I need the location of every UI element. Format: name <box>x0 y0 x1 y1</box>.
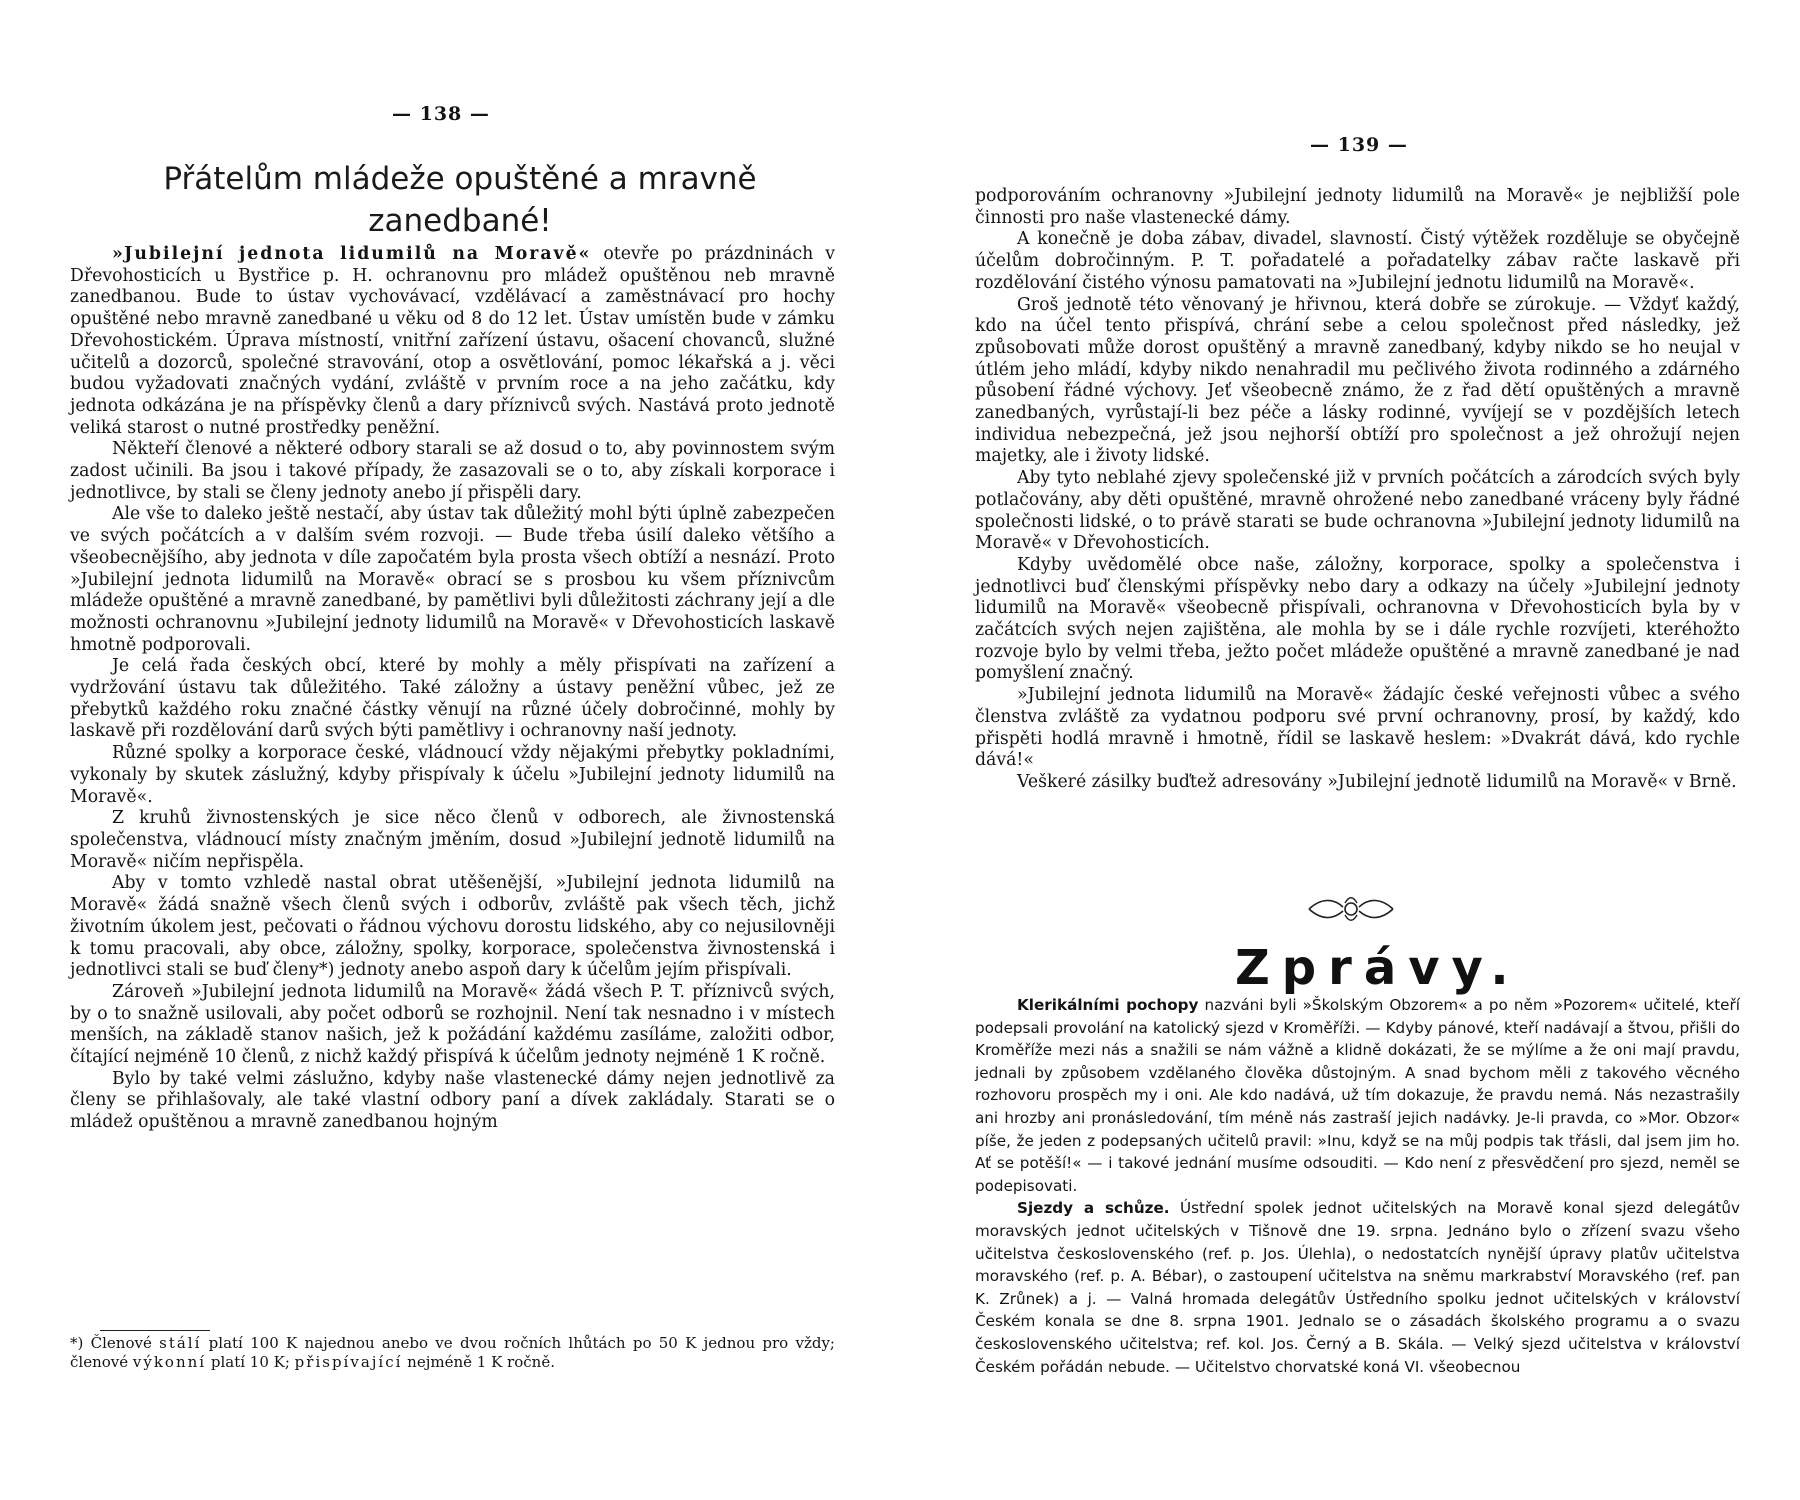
right-page <box>900 0 1800 1500</box>
paragraph: Zároveň »Jubilejní jednota lidumilů na Moravě« žádá všech P. T. příznivců svých, by o to snažně usilovali, aby počet odborů se rozhojnil. Není tak nesnadno i v místech menších, na základě stanov našich, jež k požádání každému zasíláme, založiti odbor, čítající nejméně 10 členů, z nichž každý přispívá k účelům jednoty nejméně 1 K ročně. <box>70 981 835 1068</box>
section-heading: Zprávy. <box>1235 940 1521 996</box>
paragraph: Aby v tomto vzhledě nastal obrat utěšenější, »Jubilejní jednota lidumilů na Moravě« žádá snažně všech členů svých i odborův, zvláště pak všech těch, jichž životním úkolem jest, pečovati o řádnou výchovu dorostu lidského, aby co nejusilovněji k tomu pracovali, aby obce, záložny, spolky, korporace, společenstva živnostenská i jednotlivci stali se buď členy*) jednoty anebo aspoň dary k účelům jejím přispívali. <box>70 873 835 981</box>
paragraph: Veškeré zásilky buďtež adresovány »Jubilejní jednotě lidumilů na Moravě« v Brně. <box>1017 771 1737 792</box>
news-item-label: Sjezdy a schůze. <box>1017 1199 1170 1218</box>
paragraph: Někteří členové a některé odbory starali se až dosud o to, aby povinnostem svým zadost učinili. Ba jsou i takové případy, že zasazovali se o to, aby získali korporace i jednotlivce, by stali se členy jednoty anebo jí přispěli dary. <box>70 439 835 503</box>
page-number-left: — 138 — <box>392 103 490 125</box>
paragraph: Bylo by také velmi záslužno, kdyby naše vlastenecké dámy nejen jednotlivě za členy se přihlašovaly, ale také vlastní odbory paní a dívek zakládaly. Starati se o mládež opuštěnou a mravně zanedbanou hojným <box>70 1068 835 1133</box>
paragraph: Groš jednotě této věnovaný je hřivnou, která dobře se zúrokuje. — Vždyť každý, kdo na účel tento přispívá, chrání sebe a celou společnost před následky, jež způsobovati může dorost opuštěný a mravně zanedbaný, kdyby nikdo se ho neujal v útlém jeho mládí, kdyby nikdo nenahradil mu pečlivého života rodinného a zdárného působení řádné výchovy. Jeť všeobecně známo, že z řad dětí opuštěných a mravně zanedbaných, vyrůstají-li bez péče a lásky rodinné, vyvíjejí se v pozdějších letech individua nebezpečná, jež jsou nejhorší obtíží pro společnost a jež ohrožují nejen majetky, ale i životy lidské. <box>975 294 1740 467</box>
news-item: Sjezdy a schůze. Ústřední spolek jednot učitelských na Moravě konal sjezd delegátův moravských jednot učitelských v Tišnově dne 19. srpna. Jednáno bylo o zřízení svazu všeho učitelstva československého (ref. p. Jos. Úlehla), o nedostatcích nynější úpravy platův učitelstva moravského (ref. p. A. Bébar), o zastoupení učitelstva na sněmu markrabství Moravského (ref. pan K. Zrůnek) a j. — Valná hromada delegátův Ústředního spolku jednot učitelských v království Českém konala se dne 8. srpna 1901. Jednalo se o zásadách školského programu a o svazu československého učitelstva; ref. kol. Jos. Černý a B. Skála. — Velký sjezd učitelstva v království Českém pořádán nebude. — Učitelstvo chorvatské koná VI. všeobecnou <box>975 1199 1740 1376</box>
article-title: Přátelům mládeže opuštěné a mravně zanedbané! <box>163 161 757 239</box>
news-item-label: Klerikálními pochopy <box>1017 996 1199 1014</box>
paragraph: Je celá řada českých obcí, které by mohly a měly přispívati na zařízení a vydržování ústavu tak důležitého. Také záložny a ústavy peněžní vůbec, jež ze přebytků každého roku značné částky věnují na různé účely dobročinné, mohly by laskavě při rozdělování darů svých býti pamětlivy i ochranovny naší jednoty. <box>70 656 835 742</box>
paragraph: Ale vše to daleko ještě nestačí, aby ústav tak důležitý mohl býti úplně zabezpečen ve svých počátcích a v dalším svém rozvoji. — Bude třeba úsilí daleko většího a všeobecnějšího, aby jednota v díle započatém byla prosta všech obtíží a nesnází. Proto »Jubilejní jednota lidumilů na Moravě« obrací se s prosbou ku všem příznivcům mládeže opuštěné a mravně zanedbané, by pamětlivi byli důležitosti záchrany její a dle možnosti ochranovnu »Jubilejní jednoty lidumilů na Moravě« v Dřevohosticích laskavě hmotně podporovali. <box>70 504 835 655</box>
paragraph: Z kruhů živnostenských je sice něco členů v odborech, ale živnostenská společenstva, vládnoucí místy značným jměním, dosud »Jubilejní jednotě lidumilů na Moravě« ničím nepřispěla. <box>70 808 835 872</box>
paragraph: »Jubilejní jednota lidumilů na Moravě« otevře po prázdninách v Dřevohosticích u Bystřice p. H. ochranovnu pro mládež opuštěnou neb mravně zanedbanou. Bude to ústav vychovávací, vzdělávací a zaměstnávací pro hochy opuštěné nebo mravně zanedbané u věku od 8 do 12 let. Ústav umístěn bude v zámku Dřevohostickém. Úprava místností, vnitřní zařízení ústavu, ošacení chovanců, služné učitelů a dozorců, společné stravování, otop a osvětlování, pomoc lékařská a j. věci budou vyžadovati značných vydání, zvláště v prvním roce a na jeho začátku, kdy jednota odkázána je na příspěvky členů a dary příznivců svých. Nastává proto jednotě veliká starost o nutné prostředky peněžní. <box>70 244 835 438</box>
association-name-lead: »Jubilejní jednota lidumilů na Moravě« <box>112 244 592 264</box>
page-number-right: — 139 — <box>1310 134 1408 156</box>
ornament-icon <box>1305 892 1397 926</box>
article-body-right <box>975 186 1740 794</box>
paragraph: Kdyby uvědomělé obce naše, záložny, korporace, spolky a společenstva i jednotlivci buď členskými příspěvky nebo dary a odkazy na účely »Jubilejní jednoty lidumilů na Moravě« všeobecně přispívali, ochranovna v Dřevohosticích byla by v začátcích svých nejen zajištěna, ale mohla by se i dále rychle rozvíjeti, kteréhožto rozvoje bylo by velmi třeba, ježto počet mládeže opuštěné a mravně zanedbané je nad pomyšlení značný. <box>975 554 1740 684</box>
paragraph: Aby tyto neblahé zjevy společenské již v prvních počátcích a zárodcích svých byly potlačovány, aby děti opuštěné, mravně ohrožené nebo zanedbané vráceny byly řádné společnosti lidské, o to právě starati se bude ochranovna »Jubilejní jednoty lidumilů na Moravě« v Dřevohosticích. <box>975 468 1740 554</box>
paragraph: A konečně je doba zábav, divadel, slavností. Čistý výtěžek rozděluje se obyčejně účelům dobročinným. P. T. pořadatelé a pořadatelky zábav račte laskavě při rozdělování čistého výnosu pamatovati na »Jubilejní jednotu lidumilů na Moravě«. <box>975 229 1740 293</box>
paragraph: podporováním ochranovny »Jubilejní jednoty lidumilů na Moravě« je nejbližší pole činnosti pro naše vlastenecké dámy. <box>975 186 1740 228</box>
paragraph: Různé spolky a korporace české, vládnoucí vždy nějakými přebytky pokladními, vykonaly by skutek záslužný, kdyby přispívaly k účelu »Jubilejní jednoty lidumilů na Moravě«. <box>70 743 835 807</box>
news-section <box>975 994 1740 1378</box>
paragraph: »Jubilejní jednota lidumilů na Moravě« žádajíc české veřejnosti vůbec a svého členstva zvláště za vydatnou podporu své první ochranovny, prosí, by každý, kdo přispěti hodlá mravně i hmotně, řídil se laskavě heslem: »Dvakrát dává, kdo rychle dává!« <box>975 685 1740 771</box>
footnote-rule <box>100 1330 210 1331</box>
article-body-left <box>70 244 835 1134</box>
footnote: *) Členové stálí platí 100 K najednou anebo ve dvou ročních lhůtách po 50 K jednou pro vždy; členové výkonní platí 10 K; přispívající nejméně 1 K ročně. <box>70 1334 835 1371</box>
news-item: Klerikálními pochopy nazváni byli »Školským Obzorem« a po něm »Pozorem« učitelé, kteří podepsali provolání na katolický sjezd v Kroměříži. — Kdyby pánové, kteří nadávají a štvou, přišli do Kroměříže mezi nás a snažili se nám vážně a klidně dokázati, že se mýlíme a že oni mají pravdu, jednali by způsobem vzdělaného člověka důstojným. A snad bychom měli z takového věcného rozhovoru prospěch my i oni. Ale kdo nadává, už tím dokazuje, že pravdu nemá. Nás nezastrašily ani hrozby ani pronásledování, tím méně nás zastraší jejich nadávky. Je-li pravda, co »Mor. Obzor« píše, že jeden z podepsaných učitelů pravil: »Inu, když se na můj podpis tak třásli, dal jsem jim ho. Ať se potěší!« — i takové jednání musíme odsouditi. — Kdo není z přesvědčení pro sjezd, neměl se podepisovati. <box>975 996 1740 1195</box>
